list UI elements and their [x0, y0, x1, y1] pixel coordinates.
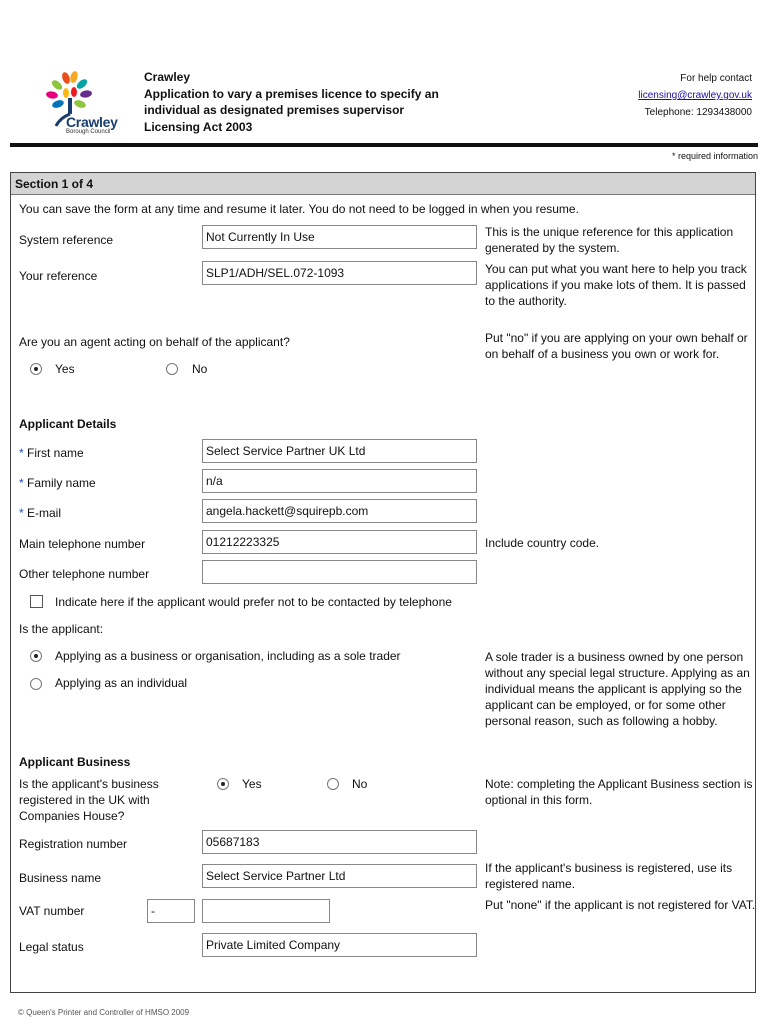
your-reference-label: Your reference: [19, 269, 98, 283]
agent-no-label: No: [192, 362, 208, 376]
registered-yes-label: Yes: [242, 777, 262, 791]
help-email-link[interactable]: licensing@crawley.gov.uk: [638, 90, 752, 101]
vat-prefix-field[interactable]: -: [147, 899, 195, 923]
system-reference-field[interactable]: Not Currently In Use: [202, 225, 477, 249]
business-name-help: If the applicant's business is registered, use its registered name.: [485, 861, 733, 891]
legal-status-field[interactable]: Private Limited Company: [202, 933, 477, 957]
agent-no-radio[interactable]: [166, 363, 178, 375]
vat-number-label: VAT number: [19, 904, 85, 918]
logo-wordmark: Crawley: [66, 114, 118, 130]
applicant-type-business-radio[interactable]: [30, 650, 42, 662]
first-name-label: [19, 445, 84, 461]
vat-help: Put "none" if the applicant is not registered for VAT.: [485, 898, 756, 912]
applicant-type-individual-label: Applying as an individual: [55, 676, 188, 690]
main-phone-help: Include country code.: [485, 536, 600, 550]
no-phone-label: Indicate here if the applicant would prefer not to be contacted by telephone: [55, 595, 452, 609]
other-phone-label: Other telephone number: [19, 567, 150, 581]
agent-yes-label: Yes: [55, 362, 75, 376]
title-line-application: Application to vary a premises licence to specify an: [144, 86, 439, 101]
registered-no-label: No: [352, 777, 368, 791]
header-divider: [10, 143, 758, 147]
applicant-details-heading: Applicant Details: [19, 417, 117, 431]
registered-no-radio[interactable]: [327, 778, 339, 790]
required-star: *: [19, 506, 24, 520]
title-line-council: Crawley: [144, 70, 191, 84]
your-reference-field[interactable]: SLP1/ADH/SEL.072-1093: [202, 261, 477, 285]
logo-subtitle: Borough Council: [66, 129, 111, 135]
help-contact: [638, 70, 752, 121]
required-star: *: [19, 476, 24, 490]
agent-yes-radio[interactable]: [30, 363, 42, 375]
business-name-label: Business name: [19, 871, 102, 885]
registration-number-label: Registration number: [19, 837, 128, 851]
applicant-type-individual-radio[interactable]: [30, 678, 42, 690]
section-title: Section 1 of 4: [11, 173, 755, 195]
section-intro: You can save the form at any time and resume it later. You do not need to be logged in when you resume.: [19, 202, 579, 216]
legal-status-label: Legal status: [19, 940, 84, 954]
vat-number-field[interactable]: [202, 899, 330, 923]
email-label: [19, 505, 61, 521]
family-name-label-text: Family name: [27, 476, 96, 490]
first-name-field[interactable]: Select Service Partner UK Ltd: [202, 439, 477, 463]
system-reference-label: System reference: [19, 233, 114, 247]
title-line-act: Licensing Act 2003: [144, 119, 253, 134]
footer-copyright: © Queen's Printer and Controller of HMSO 2009: [18, 1008, 190, 1017]
email-label-text: E-mail: [27, 506, 62, 520]
business-name-field[interactable]: Select Service Partner Ltd: [202, 864, 477, 888]
email-field[interactable]: angela.hackett@squirepb.com: [202, 499, 477, 523]
section-panel: [10, 172, 756, 993]
family-name-label: [19, 475, 96, 491]
first-name-label-text: First name: [27, 446, 84, 460]
applicant-business-heading: Applicant Business: [19, 755, 131, 769]
form-title: [144, 69, 504, 135]
registration-number-field[interactable]: 05687183: [202, 830, 477, 854]
help-label: For help contact: [680, 73, 752, 84]
main-phone-field[interactable]: 01212223325: [202, 530, 477, 554]
title-line-dps: individual as designated premises supervisor: [144, 103, 405, 117]
help-phone: Telephone: 1293438000: [644, 107, 752, 118]
system-reference-help: This is the unique reference for this application generated by the system.: [485, 225, 734, 255]
applicant-type-question: Is the applicant:: [19, 622, 104, 636]
family-name-field[interactable]: n/a: [202, 469, 477, 493]
applicant-type-business-label: Applying as a business or organisation, including as a sole trader: [55, 649, 401, 663]
no-phone-checkbox[interactable]: [30, 595, 43, 608]
registered-yes-radio[interactable]: [217, 778, 229, 790]
required-star: *: [19, 446, 24, 460]
other-phone-field[interactable]: [202, 560, 477, 584]
agent-question: Are you an agent acting on behalf of the applicant?: [19, 335, 290, 349]
registered-help: Note: completing the Applicant Business section is optional in this form.: [485, 777, 753, 807]
applicant-type-help: A sole trader is a business owned by one person without any special legal structure. Applying as an individual means the applicant is applying so the applicant can be employed, or for some other personal reason, such as following a hobby.: [485, 650, 750, 728]
required-note: * required information: [671, 151, 758, 161]
main-phone-label: Main telephone number: [19, 537, 146, 551]
your-reference-help: You can put what you want here to help you track applications if you make lots of them. It is passed to the authority.: [485, 262, 747, 308]
registered-question: Is the applicant's business registered in the UK with Companies House?: [19, 777, 159, 823]
agent-help: Put "no" if you are applying on your own behalf or on behalf of a business you own or work for.: [485, 331, 748, 361]
